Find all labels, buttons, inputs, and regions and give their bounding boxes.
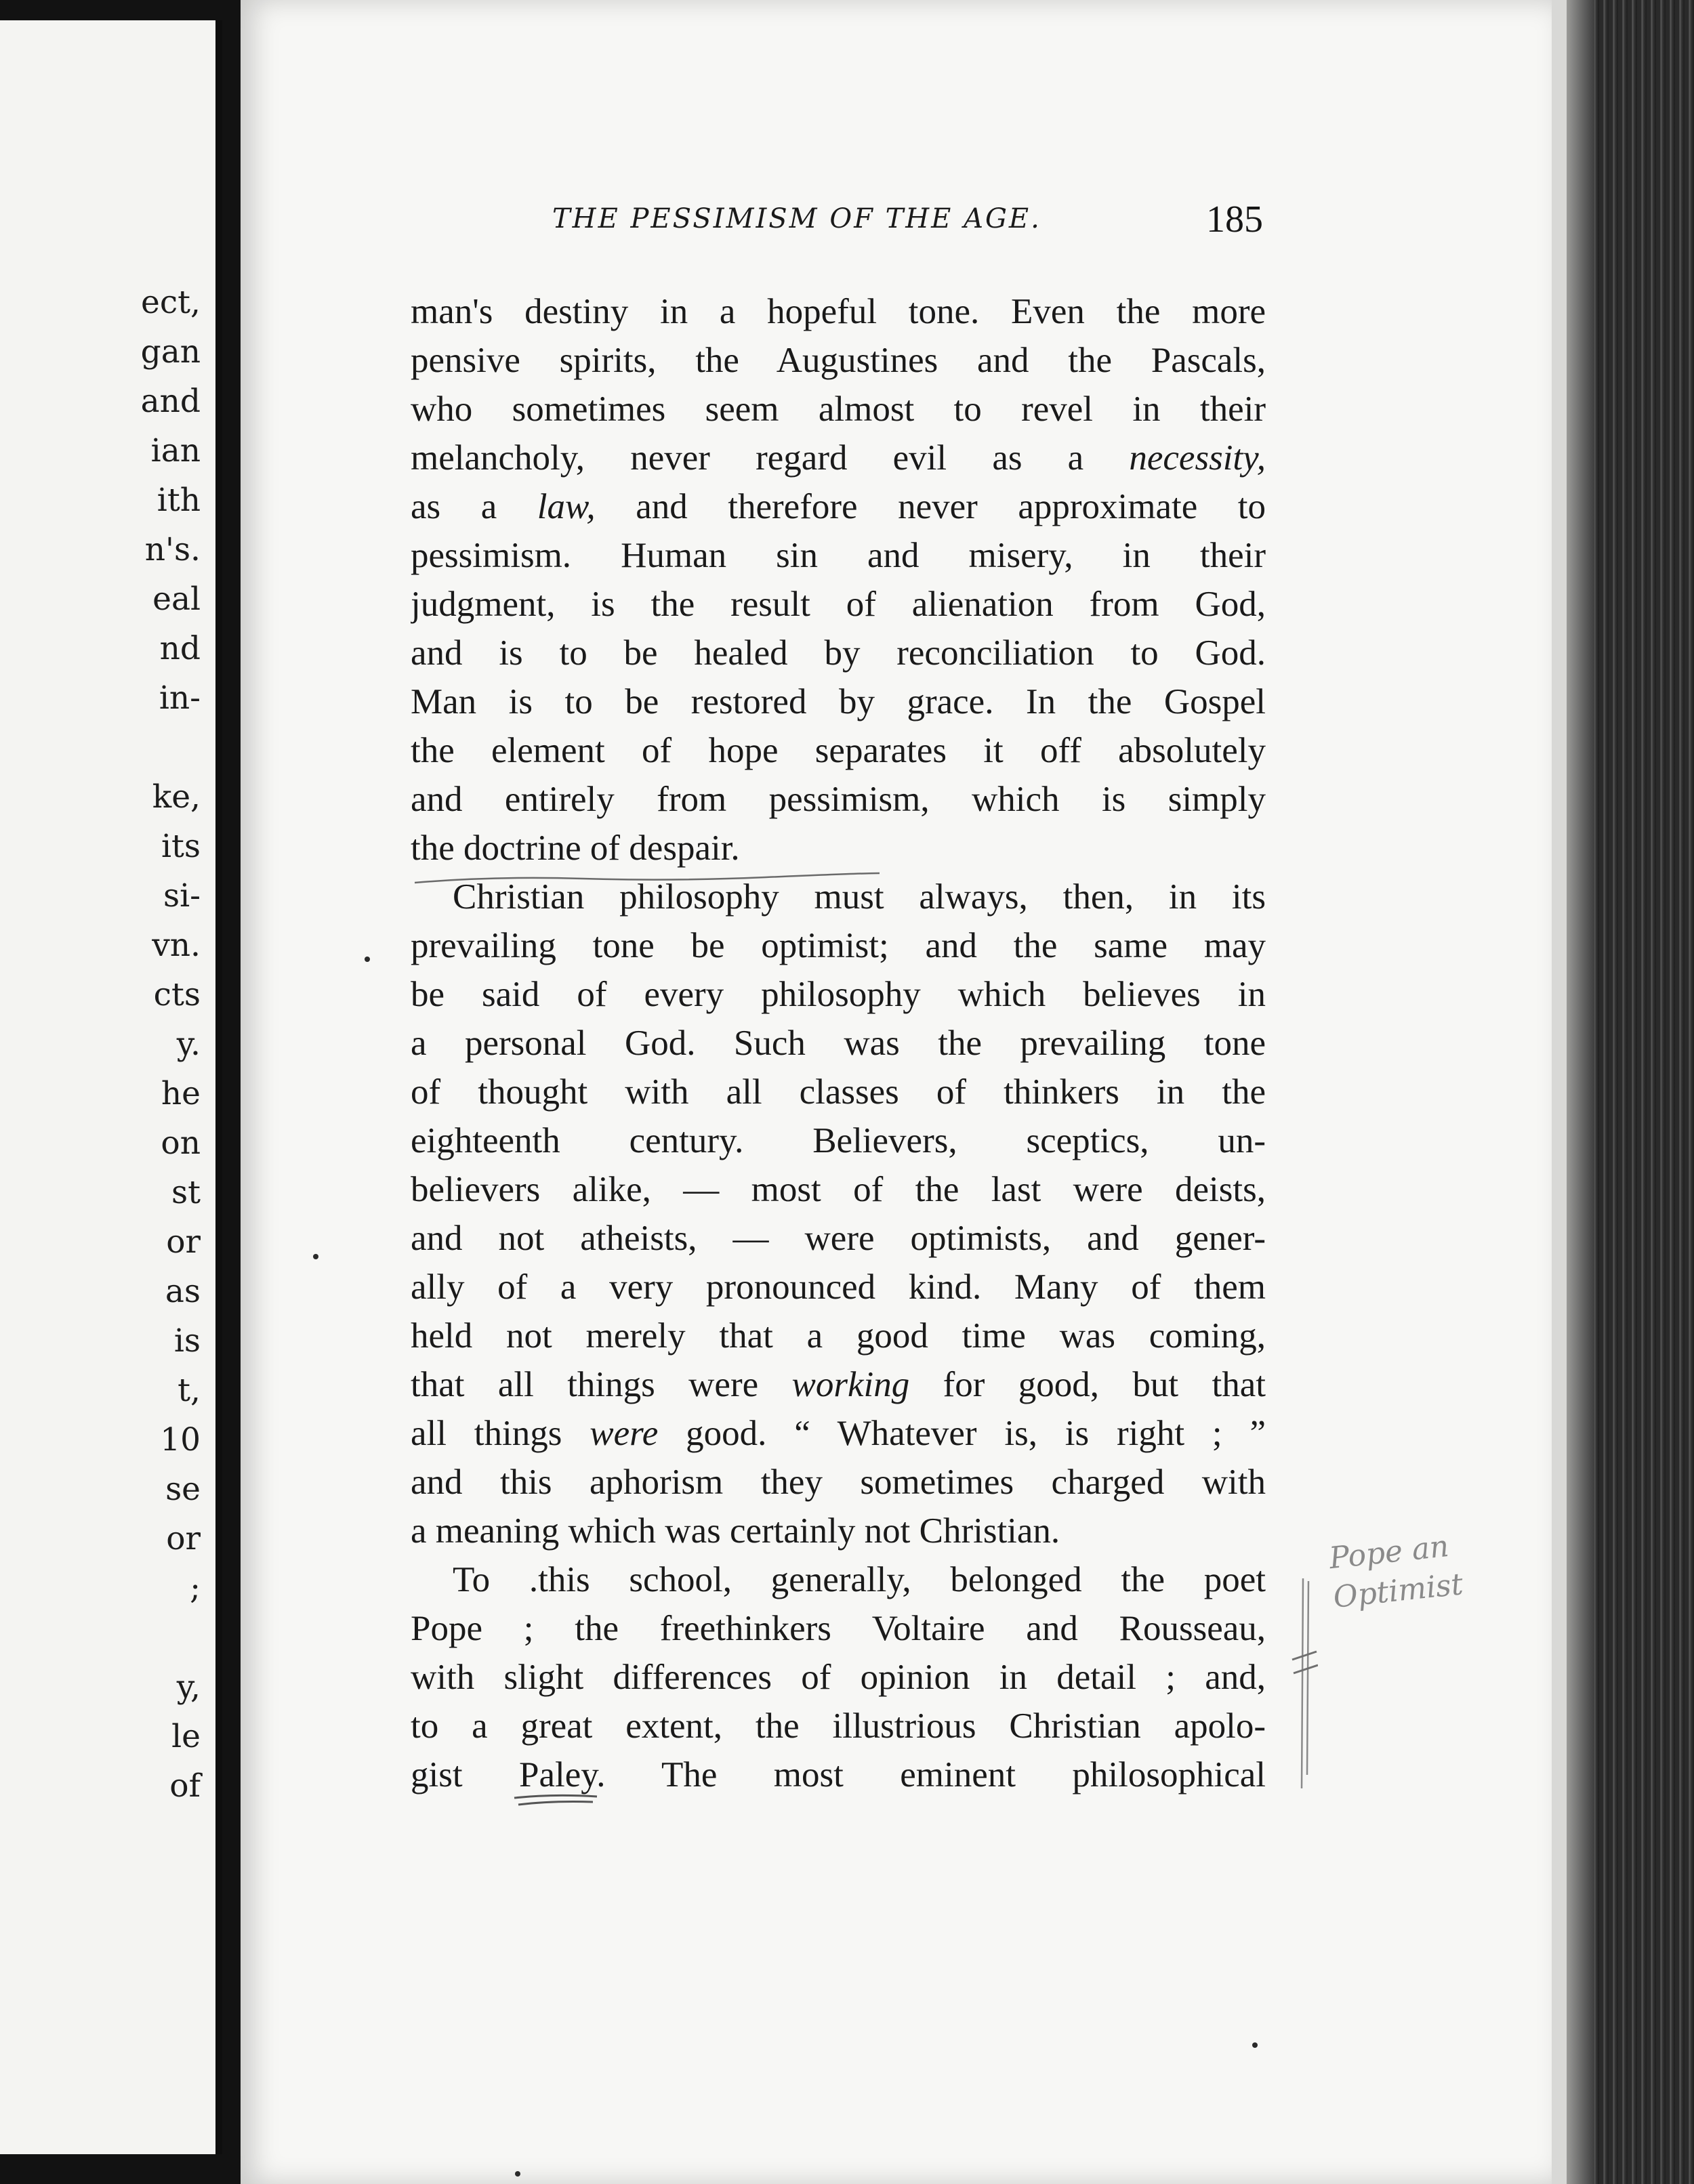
text-line: pessimism. Human sin and misery, in their [411, 536, 1266, 575]
text-line: of thought with all classes of thinkers in the [411, 1072, 1266, 1112]
text-line: who sometimes seem almost to revel in their [411, 390, 1266, 429]
speck [365, 957, 370, 962]
facing-page-fragment: si- [163, 877, 201, 915]
facing-page-fragment: vn. [152, 927, 201, 964]
page-edge-highlight [1552, 0, 1567, 2184]
text-line: ally of a very pronounced kind. Many of them [411, 1267, 1266, 1307]
pencil-underline-paley [512, 1790, 600, 1810]
paragraph-2 [411, 873, 1266, 1555]
facing-page-fragment: ke, [152, 778, 201, 816]
text-line: as a law, and therefore never approximate to [411, 487, 1266, 526]
facing-page-fragment: is [173, 1322, 201, 1360]
facing-page-fragment: ith [157, 482, 201, 519]
facing-page-fragment: as [165, 1273, 201, 1310]
page-edge-shade [1567, 0, 1594, 2184]
text-line: and entirely from pessimism, which is simply [411, 780, 1266, 819]
facing-page-fragment: st [171, 1174, 201, 1211]
facing-page-fragment: he [161, 1075, 201, 1112]
facing-page-fragment: on [161, 1125, 201, 1162]
facing-page-fragment: le [171, 1718, 201, 1755]
body-text [411, 287, 1266, 1799]
facing-page-fragment: eal [152, 581, 201, 618]
facing-page-fragment: 10 [160, 1421, 201, 1458]
facing-page-fragment: ian [150, 432, 201, 469]
speck [1252, 2042, 1258, 2048]
text-line: prevailing tone be optimist; and the same may [411, 926, 1266, 965]
speck [515, 2171, 520, 2177]
facing-page-fragment: nd [159, 630, 201, 667]
running-head: THE PESSIMISM OF THE AGE. [552, 203, 1041, 234]
text-line: believers alike, — most of the last were deists, [411, 1170, 1266, 1209]
paragraph-1 [411, 287, 1266, 873]
facing-page-fragment: t, [178, 1372, 201, 1409]
text-line: held not merely that a good time was coming, [411, 1316, 1266, 1356]
facing-page-fragment: ect, [141, 284, 201, 321]
paragraph-3 [411, 1555, 1266, 1799]
text-line: melancholy, never regard evil as a necessity, [411, 438, 1266, 478]
pencil-underline-despair [413, 869, 881, 889]
text-line: to a great extent, the illustrious Christian apolo- [411, 1706, 1266, 1746]
facing-page-fragment: y, [176, 1668, 201, 1706]
facing-page-text-fragments [0, 278, 215, 1811]
text-line: and this aphorism they sometimes charged with [411, 1463, 1266, 1502]
speck [313, 1254, 318, 1259]
text-line: man's destiny in a hopeful tone. Even the more [411, 292, 1266, 331]
facing-page-fragment [0, 723, 201, 772]
text-line: Pope ; the freethinkers Voltaire and Rousseau, [411, 1609, 1266, 1648]
facing-page-fragment: cts [153, 976, 201, 1013]
facing-page-fragment: of [169, 1767, 201, 1805]
text-line: To .this school, generally, belonged the poet [453, 1560, 1266, 1599]
facing-page-fragment: or [166, 1520, 201, 1557]
facing-page-left [0, 20, 222, 2154]
text-line: that all things were working for good, but that [411, 1365, 1266, 1404]
facing-page-fragment: gan [140, 333, 201, 371]
text-line: pensive spirits, the Augustines and the Pascals, [411, 341, 1266, 380]
text-line: and not atheists, — were optimists, and gener- [411, 1219, 1266, 1258]
margin-note-line-1: Pope an [1327, 1528, 1451, 1576]
page-number: 185 [1206, 198, 1263, 240]
text-line: eighteenth century. Believers, sceptics, un- [411, 1121, 1266, 1160]
text-line: with slight differences of opinion in detail ; and, [411, 1658, 1266, 1697]
pencil-margin-note [1311, 1528, 1514, 1677]
text-line: the doctrine of despair. [411, 828, 740, 868]
text-line: Christian philosophy must always, then, in its [453, 877, 1266, 917]
text-line: be said of every philosophy which believes in [411, 975, 1266, 1014]
facing-page-fragment: se [165, 1471, 201, 1508]
facing-page-fragment [0, 1613, 201, 1662]
text-line: and is to be healed by reconciliation to God. [411, 633, 1266, 673]
facing-page-fragment: n's. [144, 531, 201, 568]
facing-page-fragment: or [166, 1223, 201, 1261]
text-line: Man is to be restored by grace. In the Gospel [411, 682, 1266, 721]
text-line: gist Paley. The most eminent philosophical [411, 1755, 1266, 1794]
facing-page-fragment: ; [190, 1570, 201, 1607]
facing-page-fragment: in- [159, 679, 201, 717]
text-line: judgment, is the result of alienation from God, [411, 585, 1266, 624]
margin-note-line-2: Optimist [1331, 1567, 1465, 1615]
text-line: a meaning which was certainly not Christian. [411, 1511, 1060, 1551]
facing-page-fragment: y. [176, 1026, 201, 1063]
text-line: a personal God. Such was the prevailing tone [411, 1024, 1266, 1063]
facing-page-fragment: its [161, 828, 201, 865]
text-line: the element of hope separates it off absolutely [411, 731, 1266, 770]
facing-page-fragment: and [140, 383, 201, 420]
text-line: all things were good. “ Whatever is, is right ; ” [411, 1414, 1266, 1453]
